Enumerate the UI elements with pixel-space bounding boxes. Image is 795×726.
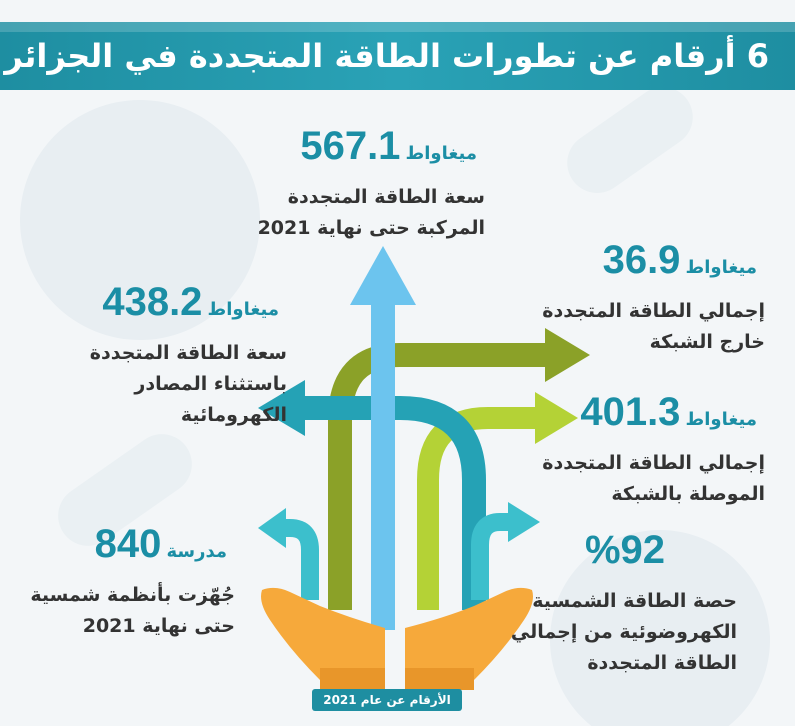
sky-arrow-shaft — [371, 300, 395, 630]
stat-description — [15, 580, 235, 642]
stat-value: 438.2 — [102, 280, 203, 324]
stat-headline — [37, 280, 287, 332]
cyan-arrow-left — [282, 528, 310, 600]
stat-value: 401.3 — [580, 390, 681, 434]
stat-desc-line: باستثناء المصادر — [134, 373, 287, 395]
stat-desc-line: الموصلة بالشبكة — [611, 483, 765, 505]
stat-desc-line: الكهروضوئية من إجمالي — [510, 621, 737, 643]
stat-unit: ميغاواط — [207, 299, 279, 320]
stat-headline — [185, 124, 485, 176]
stat-schools — [15, 522, 235, 642]
stat-excluding-hydro — [37, 280, 287, 431]
stat-unit: ميغاواط — [685, 409, 757, 430]
stat-value: 840 — [94, 522, 162, 566]
stat-description — [477, 586, 737, 679]
wrist-left — [320, 668, 385, 690]
stat-desc-line: الطاقة المتجددة — [587, 652, 737, 674]
stat-installed-capacity — [185, 124, 485, 244]
stat-desc-line: المركبة حتى نهاية 2021 — [257, 217, 485, 239]
stat-description — [185, 182, 485, 244]
stat-desc-line: الكهرومائية — [180, 404, 287, 426]
stat-desc-line: خارج الشبكة — [649, 331, 765, 353]
left-hand — [261, 588, 385, 680]
stat-headline — [15, 522, 235, 574]
stat-description — [485, 448, 765, 510]
page-title: 6 أرقام عن تطورات الطاقة المتجددة في الجزائر — [4, 37, 769, 75]
stat-value: 567.1 — [300, 124, 401, 168]
stat-description — [37, 338, 287, 431]
stat-unit: ميغاواط — [685, 257, 757, 278]
sky-arrow-head — [350, 246, 416, 305]
stat-headline — [477, 528, 737, 580]
stat-value: 36.9 — [602, 238, 681, 282]
stat-unit: ميغاواط — [405, 143, 477, 164]
stat-headline — [485, 238, 765, 290]
stat-desc-line: حصة الطاقة الشمسية — [532, 590, 737, 612]
stat-desc-line: سعة الطاقة المتجددة — [89, 342, 287, 364]
stat-desc-line: سعة الطاقة المتجددة — [287, 186, 485, 208]
year-badge: الأرقام عن عام 2021 — [312, 689, 462, 711]
stat-on-grid — [485, 390, 765, 510]
stat-headline — [485, 390, 765, 442]
cyan-arrow-left-head — [258, 508, 286, 548]
stat-desc-line: جُهّزت بأنظمة شمسية — [30, 584, 235, 606]
stat-desc-line: إجمالي الطاقة المتجددة — [542, 452, 765, 474]
wrist-right — [405, 668, 474, 690]
stat-solar-share — [477, 528, 737, 679]
stat-unit: مدرسة — [166, 541, 227, 562]
stat-desc-line: إجمالي الطاقة المتجددة — [542, 300, 765, 322]
stat-desc-line: حتى نهاية 2021 — [82, 615, 235, 637]
stat-value: %92 — [584, 528, 665, 572]
stat-off-grid — [485, 238, 765, 358]
stat-description — [485, 296, 765, 358]
